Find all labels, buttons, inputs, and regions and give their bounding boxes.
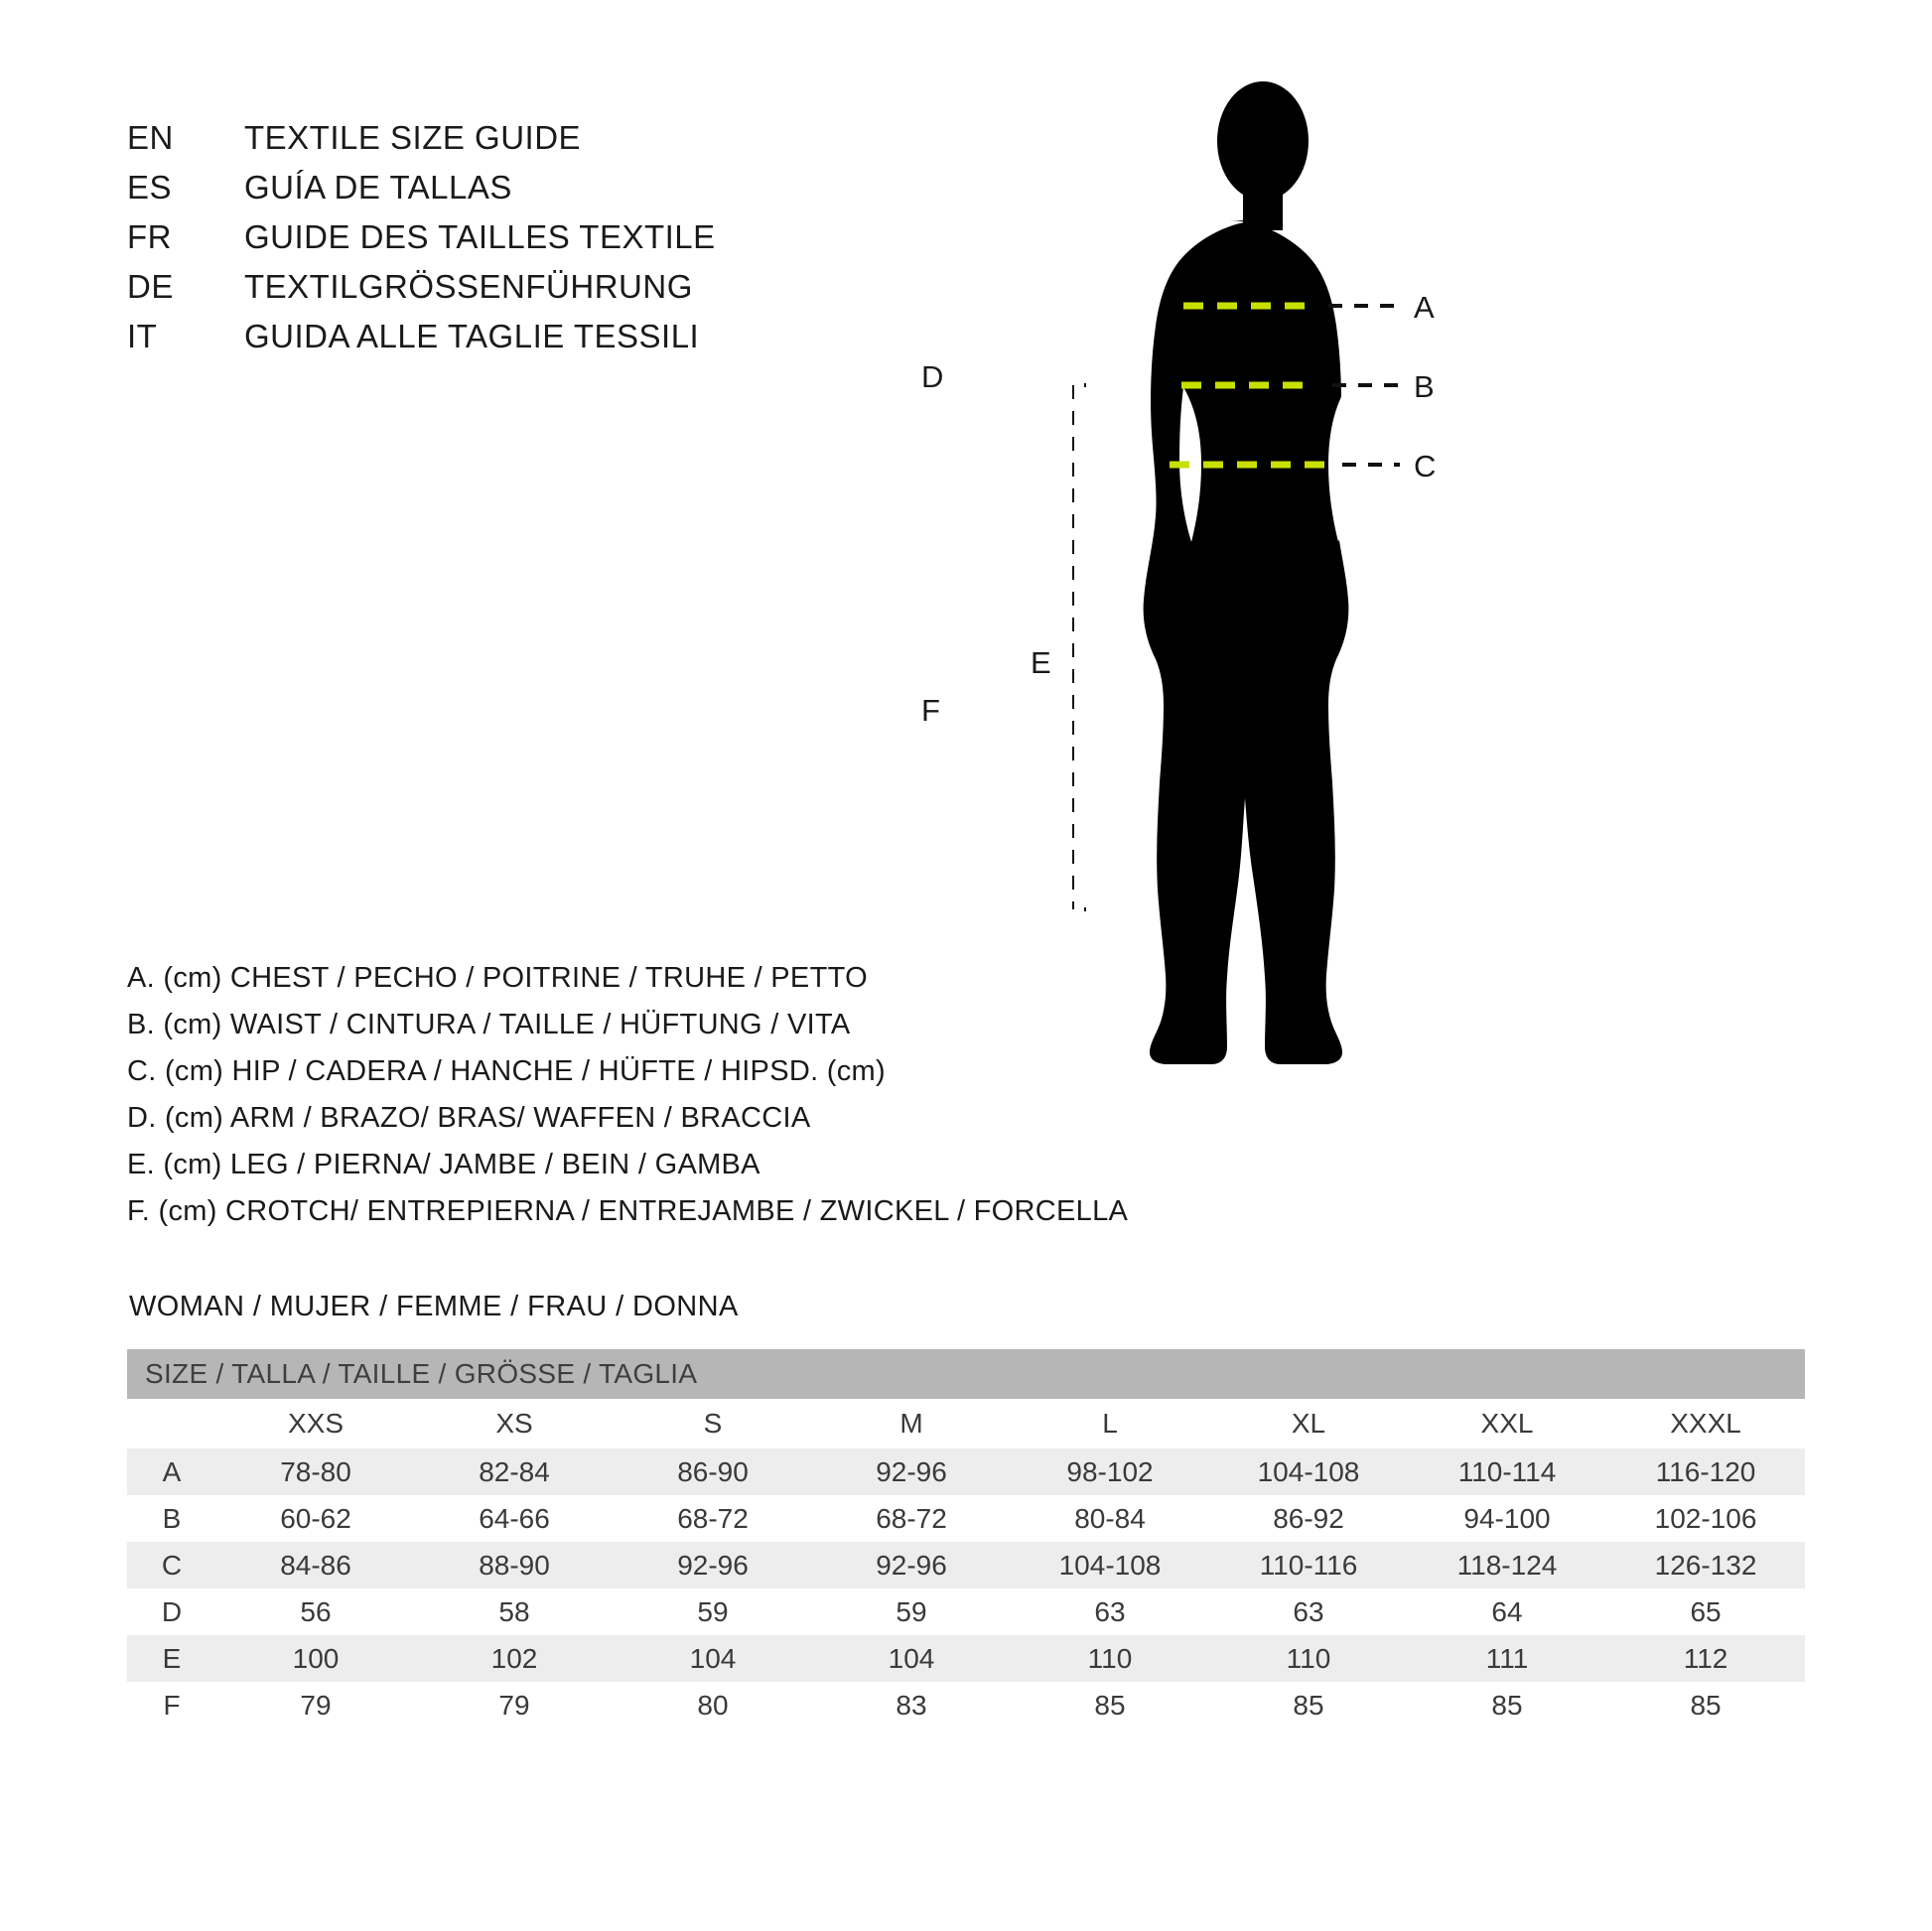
cell-f-s: 80 [614, 1682, 812, 1728]
cell-e-xs: 102 [415, 1635, 614, 1682]
legend-item-e: E. (cm) LEG / PIERNA/ JAMBE / BEIN / GAMBA [127, 1149, 760, 1180]
size-header-xxl: XXL [1408, 1399, 1606, 1448]
row-key-b: B [127, 1495, 216, 1542]
cell-a-xxxl: 116-120 [1606, 1448, 1805, 1495]
cell-e-l: 110 [1011, 1635, 1209, 1682]
size-header-l: L [1011, 1399, 1209, 1448]
table-size-row [127, 1399, 1805, 1448]
title-row [127, 218, 941, 268]
cell-f-xl: 85 [1209, 1682, 1408, 1728]
cell-e-s: 104 [614, 1635, 812, 1682]
legend-block [127, 955, 1219, 1235]
cell-a-m: 92-96 [812, 1448, 1011, 1495]
cell-c-xs: 88-90 [415, 1542, 614, 1588]
cell-c-xxs: 84-86 [216, 1542, 415, 1588]
cell-b-l: 80-84 [1011, 1495, 1209, 1542]
label-a: A [1414, 290, 1435, 325]
row-key-c: C [127, 1542, 216, 1588]
cell-f-l: 85 [1011, 1682, 1209, 1728]
title-lang-de: DE [127, 268, 174, 305]
size-header-xxs: XXS [216, 1399, 415, 1448]
title-lang-es: ES [127, 169, 173, 206]
cell-b-s: 68-72 [614, 1495, 812, 1542]
row-key-a: A [127, 1448, 216, 1495]
cell-a-xxl: 110-114 [1408, 1448, 1606, 1495]
row-key-d: D [127, 1588, 216, 1635]
cell-f-xxs: 79 [216, 1682, 415, 1728]
cell-c-s: 92-96 [614, 1542, 812, 1588]
cell-a-l: 98-102 [1011, 1448, 1209, 1495]
size-header-s: S [614, 1399, 812, 1448]
cell-f-xs: 79 [415, 1682, 614, 1728]
cell-c-xxxl: 126-132 [1606, 1542, 1805, 1588]
table-row [127, 1448, 1805, 1495]
cell-c-m: 92-96 [812, 1542, 1011, 1588]
group-label: WOMAN / MUJER / FEMME / FRAU / DONNA [129, 1291, 739, 1322]
table-header-band [127, 1349, 1805, 1399]
title-lang-fr: FR [127, 218, 172, 255]
cell-d-xxxl: 65 [1606, 1588, 1805, 1635]
row-key-f: F [127, 1682, 216, 1728]
cell-b-xxxl: 102-106 [1606, 1495, 1805, 1542]
table-row [127, 1588, 1805, 1635]
cell-d-xxl: 64 [1408, 1588, 1606, 1635]
table-title: SIZE / TALLA / TAILLE / GRÖSSE / TAGLIA [127, 1349, 1805, 1399]
table-row [127, 1542, 1805, 1588]
cell-b-xxl: 94-100 [1408, 1495, 1606, 1542]
title-text-fr: GUIDE DES TAILLES TEXTILE [244, 218, 716, 255]
size-header-xl: XL [1209, 1399, 1408, 1448]
legend-item-d: D. (cm) ARM / BRAZO/ BRAS/ WAFFEN / BRACCIA [127, 1102, 811, 1134]
cell-d-xl: 63 [1209, 1588, 1408, 1635]
label-c: C [1414, 449, 1437, 483]
title-block [127, 119, 941, 367]
row-key-e: E [127, 1635, 216, 1682]
cell-d-l: 63 [1011, 1588, 1209, 1635]
size-table [127, 1349, 1805, 1728]
label-e: E [1031, 645, 1051, 680]
table-row [127, 1495, 1805, 1542]
table-row [127, 1635, 1805, 1682]
table-corner-cell [127, 1399, 216, 1448]
size-table-container [127, 1349, 1805, 1728]
cell-e-m: 104 [812, 1635, 1011, 1682]
cell-a-xs: 82-84 [415, 1448, 614, 1495]
legend-item-c: C. (cm) HIP / CADERA / HANCHE / HÜFTE / HIPSD. (cm) [127, 1055, 886, 1087]
cell-f-xxl: 85 [1408, 1682, 1606, 1728]
bracket-e [1072, 385, 1086, 909]
title-row [127, 119, 941, 169]
title-row [127, 268, 941, 318]
title-text-en: TEXTILE SIZE GUIDE [244, 119, 582, 156]
title-text-it: GUIDA ALLE TAGLIE TESSILI [244, 318, 700, 354]
size-header-xxxl: XXXL [1606, 1399, 1805, 1448]
legend-item-f: F. (cm) CROTCH/ ENTREPIERNA / ENTREJAMBE / ZWICKEL / FORCELLA [127, 1195, 1129, 1227]
cell-d-xxs: 56 [216, 1588, 415, 1635]
cell-d-s: 59 [614, 1588, 812, 1635]
label-f: F [921, 693, 940, 728]
title-text-de: TEXTILGRÖSSENFÜHRUNG [244, 268, 693, 305]
cell-b-xl: 86-92 [1209, 1495, 1408, 1542]
cell-c-xl: 110-116 [1209, 1542, 1408, 1588]
cell-c-l: 104-108 [1011, 1542, 1209, 1588]
cell-e-xxs: 100 [216, 1635, 415, 1682]
label-d: D [921, 359, 944, 394]
cell-a-xxs: 78-80 [216, 1448, 415, 1495]
label-b: B [1414, 369, 1435, 404]
title-text-es: GUÍA DE TALLAS [244, 169, 512, 206]
cell-b-m: 68-72 [812, 1495, 1011, 1542]
title-lang-en: EN [127, 119, 174, 156]
cell-e-xxl: 111 [1408, 1635, 1606, 1682]
cell-a-s: 86-90 [614, 1448, 812, 1495]
cell-d-m: 59 [812, 1588, 1011, 1635]
title-row [127, 169, 941, 218]
title-row [127, 318, 941, 367]
table-row [127, 1682, 1805, 1728]
cell-b-xs: 64-66 [415, 1495, 614, 1542]
cell-c-xxl: 118-124 [1408, 1542, 1606, 1588]
cell-d-xs: 58 [415, 1588, 614, 1635]
size-header-m: M [812, 1399, 1011, 1448]
legend-item-a: A. (cm) CHEST / PECHO / POITRINE / TRUHE / PETTO [127, 962, 868, 994]
cell-e-xxxl: 112 [1606, 1635, 1805, 1682]
cell-e-xl: 110 [1209, 1635, 1408, 1682]
cell-a-xl: 104-108 [1209, 1448, 1408, 1495]
legend-item-b: B. (cm) WAIST / CINTURA / TAILLE / HÜFTUNG / VITA [127, 1009, 851, 1040]
cell-f-m: 83 [812, 1682, 1011, 1728]
title-lang-it: IT [127, 318, 158, 354]
cell-f-xxxl: 85 [1606, 1682, 1805, 1728]
cell-b-xxs: 60-62 [216, 1495, 415, 1542]
size-header-xs: XS [415, 1399, 614, 1448]
